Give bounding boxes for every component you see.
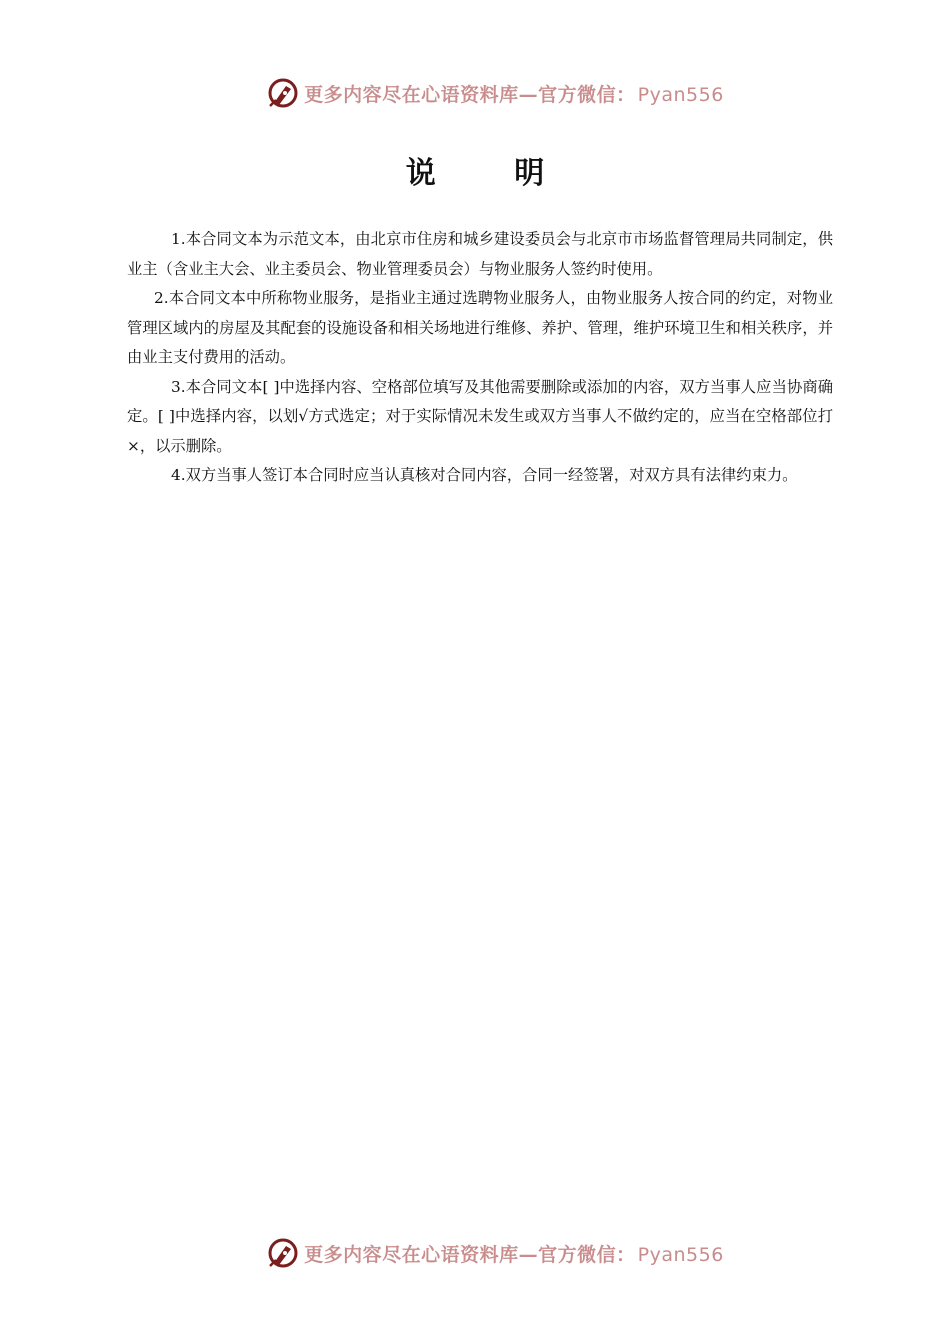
header-banner-text: 更多内容尽在心语资料库—官方微信： Pyan556	[304, 83, 724, 106]
instructions-body	[127, 225, 833, 491]
page-title: 说 明	[405, 156, 579, 191]
pen-nib-logo-icon	[266, 76, 300, 110]
footer-wechat-handle: Pyan556	[637, 1243, 724, 1266]
header-banner	[0, 73, 950, 113]
pen-nib-logo-icon	[266, 1236, 300, 1270]
paragraph-1: 1.本合同文本为示范文本，由北京市住房和城乡建设委员会与北京市市场监督管理局共同制定，供业主（含业主大会、业主委员会、物业管理委员会）与物业服务人签约时使用。	[127, 230, 833, 278]
paragraph-3: 3.本合同文本[ ]中选择内容、空格部位填写及其他需要删除或添加的内容，双方当事人应当协商确定。[ ]中选择内容，以划√方式选定；对于实际情况未发生或双方当事人不做约定的，应当在空格部位打×，以示删除。	[127, 377, 833, 455]
paragraph-4: 4.双方当事人签订本合同时应当认真核对合同内容，合同一经签署，对双方具有法律约束力。	[171, 466, 798, 484]
footer-banner-text: 更多内容尽在心语资料库—官方微信： Pyan556	[304, 1243, 724, 1266]
paragraph-2: 2.本合同文本中所称物业服务，是指业主通过选聘物业服务人，由物业服务人按合同的约定，对物业管理区域内的房屋及其配套的设施设备和相关场地进行维修、养护、管理，维护环境卫生和相关秩序，并由业主支付费用的活动。	[127, 289, 833, 366]
footer-banner	[0, 1233, 950, 1273]
header-wechat-handle: Pyan556	[637, 83, 724, 106]
